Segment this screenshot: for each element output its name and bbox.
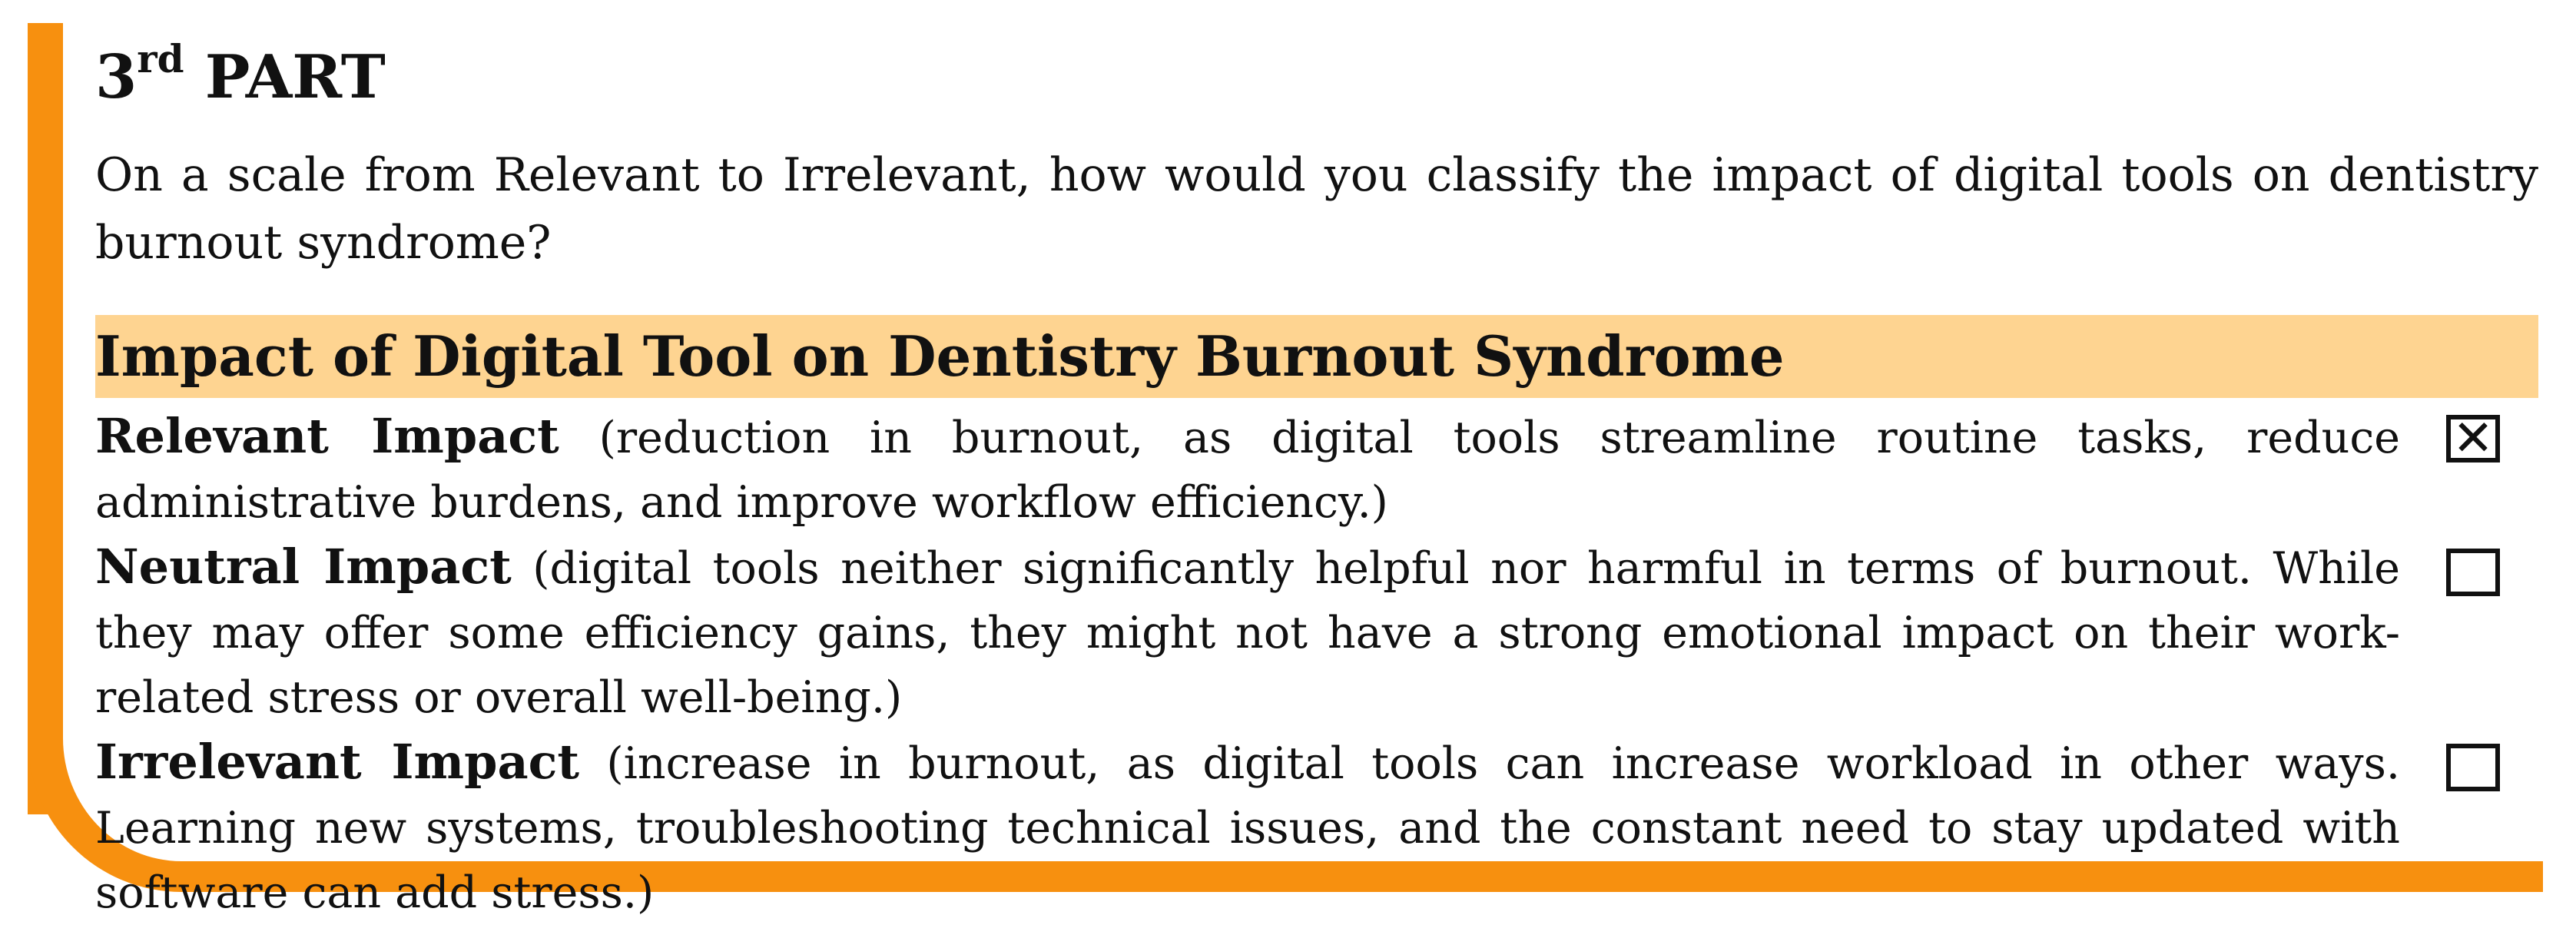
checkbox-mark: ✕ — [2452, 410, 2494, 467]
option-description: (reduction in burnout, as digital tools streamline routine tasks, reduce administrative burdens, and improve workflow efficiency.) — [95, 413, 2400, 528]
question-text: On a scale from Relevant to Irrelevant, how would you classify the impact of digital tools on dentistry burnout syndrome? — [95, 148, 2538, 270]
option-text — [95, 535, 2400, 730]
part-title — [95, 22, 2538, 120]
option-description: (increase in burnout, as digital tools can increase workload in other ways. Learning new systems, troubleshooting technical issues, and the constant need to stay updated with software can add stress.) — [95, 738, 2400, 918]
section-title: Impact of Digital Tool on Dentistry Burnout Syndrome — [95, 315, 2538, 398]
option-neutral — [95, 535, 2538, 730]
option-relevant — [95, 404, 2538, 535]
option-label: Neutral Impact — [95, 539, 512, 595]
part-number: 3 — [95, 42, 138, 112]
part-word: PART — [204, 42, 386, 112]
part-suffix: rd — [137, 36, 184, 81]
questionnaire-section — [95, 22, 2538, 925]
option-description: (digital tools neither significantly helpful nor harmful in terms of burnout. While they may offer some efficiency gains, they might not have a strong emotional impact on their work-related stress or overall well-being.) — [95, 543, 2400, 723]
option-text — [95, 730, 2400, 925]
option-text — [95, 404, 2400, 535]
option-irrelevant — [95, 730, 2538, 925]
option-label: Irrelevant Impact — [95, 734, 580, 790]
relevant-checkbox[interactable] — [2446, 410, 2500, 467]
irrelevant-checkbox[interactable] — [2446, 744, 2500, 791]
option-label: Relevant Impact — [95, 408, 559, 464]
neutral-checkbox[interactable] — [2446, 549, 2500, 596]
